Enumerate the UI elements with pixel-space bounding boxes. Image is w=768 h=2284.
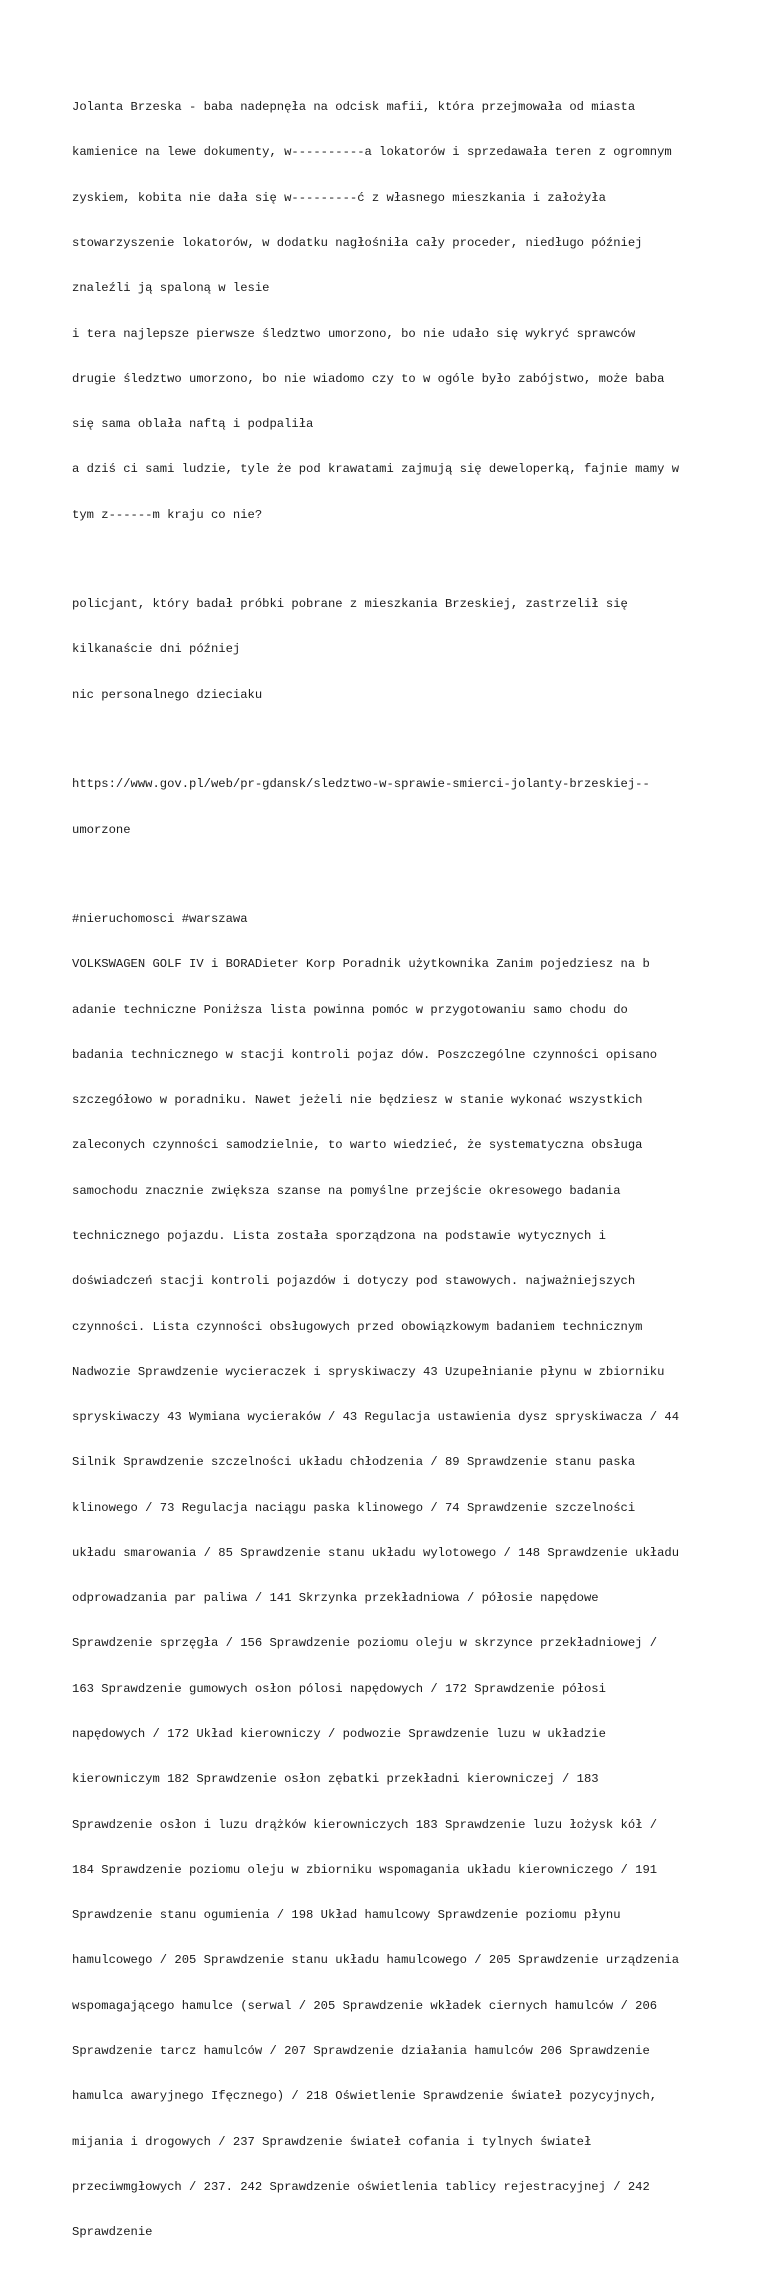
text-line: nic personalnego dzieciaku — [72, 687, 263, 702]
text-line: Sprawdzenie osłon i luzu drążków kierowniczych 183 Sprawdzenie luzu łożysk kół / — [72, 1817, 658, 1832]
paragraph-url — [72, 747, 702, 868]
text-line: hamulcowego / 205 Sprawdzenie stanu układu hamulcowego / 205 Sprawdzenie urządzenia — [72, 1953, 680, 1968]
text-line: układu smarowania / 85 Sprawdzenie stanu układu wylotowego / 148 Sprawdzenie układu — [72, 1545, 680, 1560]
text-line: policjant, który badał próbki pobrane z mieszkania Brzeskiej, zastrzelił się — [72, 597, 628, 612]
text-line: się sama oblała naftą i podpaliła — [72, 417, 314, 432]
text-line: szczegółowo w poradniku. Nawet jeżeli nie będziesz w stanie wykonać wszystkich — [72, 1093, 643, 1108]
text-line: Sprawdzenie tarcz hamulców / 207 Sprawdzenie działania hamulców 206 Sprawdzenie — [72, 2044, 650, 2058]
text-line: zaleconych czynności samodzielnie, to warto wiedzieć, że systematyczna obsługa — [72, 1138, 643, 1153]
text-line: drugie śledztwo umorzono, bo nie wiadomo czy to w ogóle było zabójstwo, może baba — [72, 371, 665, 386]
text-line: kamienice na lewe dokumenty, w----------a lokatorów i sprzedawała teren z ogromnym — [72, 145, 672, 160]
text-line: czynności. Lista czynności obsługowych przed obowiązkowym badaniem technicznym — [72, 1319, 643, 1334]
text-line: adanie techniczne Poniższa lista powinna pomóc w przygotowaniu samo chodu do — [72, 1002, 628, 1017]
text-line: 163 Sprawdzenie gumowych osłon pólosi napędowych / 172 Sprawdzenie półosi — [72, 1681, 606, 1696]
text-line: VOLKSWAGEN GOLF IV i BORADieter Korp Poradnik użytkownika Zanim pojedziesz na b — [72, 957, 650, 972]
paragraph-policeman — [72, 567, 702, 733]
text-line: tym z------m kraju co nie? — [72, 507, 263, 522]
document-page — [72, 70, 702, 2284]
text-line: technicznego pojazdu. Lista została sporządzona na podstawie wytycznych i — [72, 1228, 606, 1243]
text-line: odprowadzania par paliwa / 141 Skrzynka przekładniowa / półosie napędowe — [72, 1591, 599, 1606]
text-line: stowarzyszenie lokatorów, w dodatku nagłośniła cały proceder, niedługo później — [72, 236, 643, 251]
text-line: kilkanaście dni później — [72, 642, 241, 657]
text-line: Jolanta Brzeska - baba nadepnęła na odcisk mafii, która przejmowała od miasta — [72, 100, 636, 115]
text-line: Sprawdzenie sprzęgła / 156 Sprawdzenie poziomu oleju w skrzynce przekładniowej / — [72, 1636, 658, 1651]
text-line: napędowych / 172 Układ kierowniczy / podwozie Sprawdzenie luzu w układzie — [72, 1727, 606, 1742]
text-line: przeciwmgłowych / 237. 242 Sprawdzenie oświetlenia tablicy rejestracyjnej / 242 — [72, 2179, 650, 2194]
text-line: spryskiwaczy 43 Wymiana wycieraków / 43 Regulacja ustawienia dysz spryskiwacza / 44 — [72, 1410, 680, 1425]
paragraph-story — [72, 70, 702, 553]
text-line: samochodu znacznie zwiększa szanse na pomyślne przejście okresowego badania — [72, 1183, 621, 1198]
text-line: 184 Sprawdzenie poziomu oleju w zbiorniku wspomagania układu kierowniczego / 191 — [72, 1862, 658, 1877]
text-line: doświadczeń stacji kontroli pojazdów i dotyczy pod stawowych. najważniejszych — [72, 1274, 636, 1289]
text-line: wspomagającego hamulce (serwal / 205 Sprawdzenie wkładek ciernych hamulców / 206 — [72, 1998, 658, 2013]
text-line: Nadwozie Sprawdzenie wycieraczek i spryskiwaczy 43 Uzupełnianie płynu w zbiorniku — [72, 1364, 665, 1379]
text-line: znaleźli ją spaloną w lesie — [72, 281, 270, 296]
text-line: Sprawdzenie stanu ogumienia / 198 Układ hamulcowy Sprawdzenie poziomu płynu — [72, 1908, 621, 1923]
text-line: a dziś ci sami ludzie, tyle że pod krawatami zajmują się deweloperką, fajnie mamy w — [72, 462, 680, 477]
hashtags-line: #nieruchomosci #warszawa — [72, 911, 248, 926]
url-text-line: umorzone — [72, 822, 131, 837]
text-line: Silnik Sprawdzenie szczelności układu chłodzenia / 89 Sprawdzenie stanu paska — [72, 1455, 636, 1470]
text-line: mijania i drogowych / 237 Sprawdzenie świateł cofania i tylnych świateł — [72, 2134, 592, 2149]
text-line: kierowniczym 182 Sprawdzenie osłon zębatki przekładni kierowniczej / 183 — [72, 1772, 599, 1787]
text-line: Sprawdzenie — [72, 2225, 153, 2240]
text-line: badania technicznego w stacji kontroli pojaz dów. Poszczególne czynności opisano — [72, 1047, 658, 1062]
text-line: zyskiem, kobita nie dała się w---------ć z własnego mieszkania i założyła — [72, 190, 606, 205]
text-line: hamulca awaryjnego Ifęcznego) / 218 Oświetlenie Sprawdzenie świateł pozycyjnych, — [72, 2089, 658, 2104]
text-line: klinowego / 73 Regulacja naciągu paska klinowego / 74 Sprawdzenie szczelności — [72, 1500, 636, 1515]
text-line: i tera najlepsze pierwsze śledztwo umorzono, bo nie udało się wykryć sprawców — [72, 326, 636, 341]
paragraph-tags-and-manual — [72, 882, 702, 2271]
url-text-line: https://www.gov.pl/web/pr-gdansk/sledztwo-w-sprawie-smierci-jolanty-brzeskiej-- — [72, 777, 650, 792]
